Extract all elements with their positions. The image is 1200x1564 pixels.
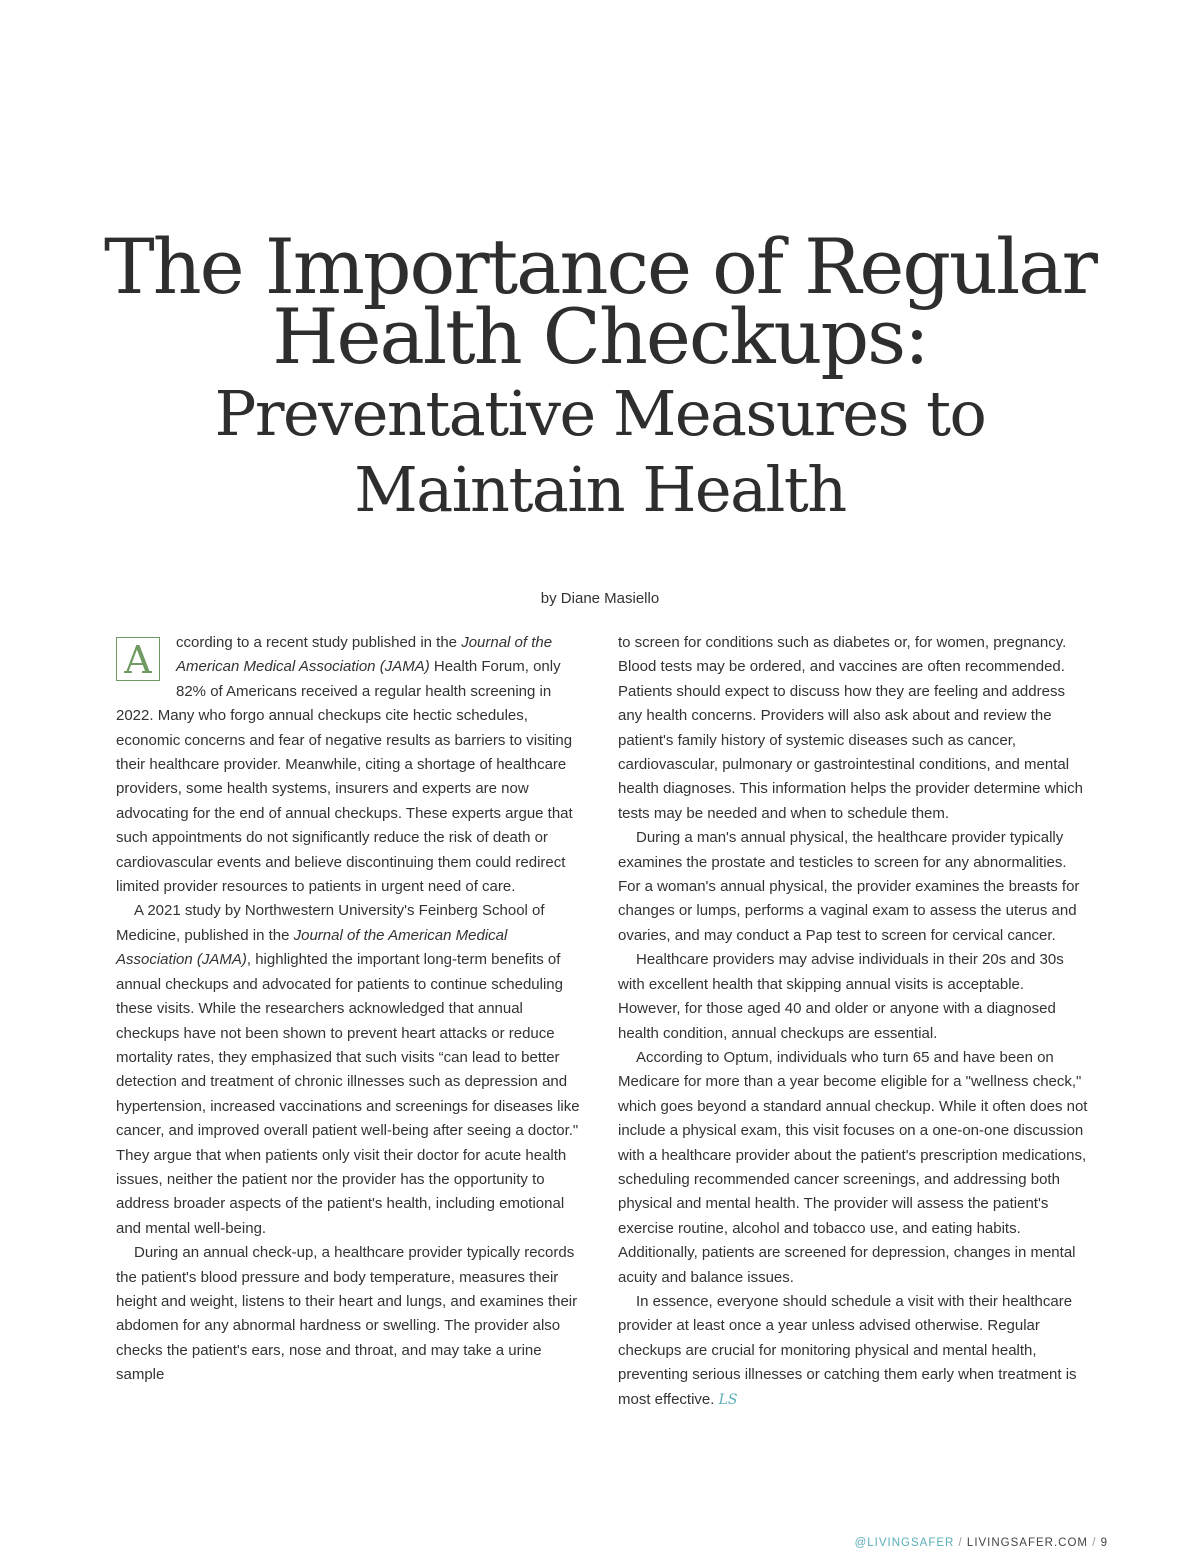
journal-name: Journal of the American Medical Association (JAMA) [176,634,553,676]
website-url: LIVINGSAFER.COM [966,1537,1088,1549]
footer-separator-1: / [954,1537,967,1549]
article-title [0,222,1200,381]
subtitle-line-2: Maintain Health [354,453,846,526]
right-column [618,631,1088,1412]
paragraph-gender-exams: During a man's annual physical, the healthcare provider typically examines the prostate and testicles to screen for any abnormalities. For a woman's annual physical, the provider examines the breasts for changes or lumps, performs a vaginal exam to assess the uterus and ovaries, and may conduct a Pap test to screen for cervical cancer. [618,829,1080,944]
paragraph-annual-checkup-start: During an annual check-up, a healthcare provider typically records the patient's blood pressure and body temperature, measures their height and weight, listens to their heart and lungs, and examines their abdomen for any abnormal hardness or swelling. The provider also checks the patient's ears, nose and throat, and may take a urine sample [116,1244,578,1384]
social-handle: @LIVINGSAFER [854,1537,955,1549]
intro-text-2: Health Forum, only 82% of Americans received a regular health screening in 2022. Many who forgo annual checkups cite hectic schedules, economic concerns and fear of negative results as barriers to visiting their healthcare provider. Meanwhile, citing a shortage of healthcare providers, some health systems, insurers and experts are now advocating for the end of annual checkups. These experts argue that such appointments do not significantly reduce the risk of death or cardiovascular events and believe discontinuing them could redirect limited provider resources to patients in urgent need of care. [116,658,573,896]
paragraph-wellness-check: According to Optum, individuals who turn 65 and have been on Medicare for more than a year become eligible for a "wellness check," which goes beyond a standard annual checkup. While it often does not include a physical exam, this visit focuses on a one-on-one discussion with a healthcare provider about the patient's prescription medications, scheduling recommended cancer screenings, and addressing both physical and mental health. The provider will assess the patient's exercise routine, alcohol and tobacco use, and eating habits. Additionally, patients are screened for depression, changes in mental acuity and balance issues. [618,1048,1088,1286]
conclusion-text: In essence, everyone should schedule a visit with their healthcare provider at least once a year unless advised otherwise. Regular checkups are crucial for monitoring physical and mental health, preventing serious illnesses or catching them early when treatment is most effective. [618,1292,1077,1408]
paragraph-annual-checkup-continued: to screen for conditions such as diabetes or, for women, pregnancy. Blood tests may be ordered, and vaccines are often recommended. Patients should expect to discuss how they are feeling and address any health concerns. Providers will also ask about and review the patient's family history of systemic diseases such as cancer, cardiovascular, pulmonary or gastrointestinal conditions, and mental health diagnoses. This information helps the provider determine which tests may be needed and when to schedule them. [618,634,1083,822]
title-line-2: Health Checkups: [272,292,928,381]
paragraph-conclusion [618,1290,1088,1412]
drop-cap: A [116,637,160,681]
page-number: 9 [1100,1537,1108,1549]
intro-text-1: ccording to a recent study published in the [176,634,462,651]
paragraph-age-guidance: Healthcare providers may advise individuals in their 20s and 30s with excellent health that skipping annual visits is acceptable. However, for those aged 40 and older or anyone with a diagnosed health condition, annual checkups are essential. [618,951,1064,1042]
title-line-1: The Importance of Regular [104,222,1096,311]
subtitle-line-1: Preventative Measures to [214,377,986,450]
paragraph-northwestern-study [116,899,586,1241]
article-header [0,222,1200,528]
article-subtitle [0,376,1200,528]
study-text-1: A 2021 study by Northwestern University's Feinberg School of Medicine, published in the [116,902,545,944]
left-column [116,631,586,1388]
journal-name-2: Journal of the American Medical Association (JAMA) [116,926,508,969]
paragraph-intro [116,631,586,899]
page-footer [855,1537,1108,1549]
byline: by Diane Masiello [540,590,660,607]
footer-separator-2: / [1088,1537,1101,1549]
study-text-2: , highlighted the important long-term benefits of annual checkups and advocated for patients to continue scheduling these visits. While the researchers acknowledged that annual checkups have not been shown to prevent heart attacks or reduce mortality rates, they emphasized that such visits “can lead to better detection and treatment of chronic illnesses such as depression and hypertension, increased vaccinations and screenings for diseases like cancer, and improved overall patient well-being after seeing a doctor." They argue that when patients only visit their doctor for acute health issues, neither the patient nor the provider has the opportunity to address broader aspects of the patient's health, including emotional and mental well-being. [116,951,580,1237]
end-mark-logo-icon: LS [718,1391,738,1408]
